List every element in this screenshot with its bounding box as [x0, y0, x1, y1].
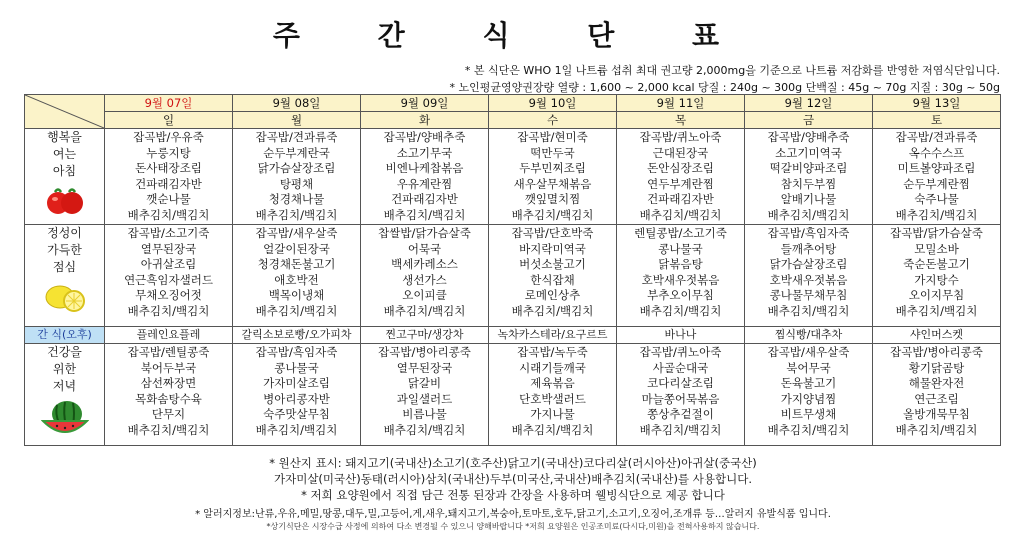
menu-item: 잡곡밥/녹두죽: [517, 345, 588, 359]
menu-item: 로메인상추: [524, 288, 581, 303]
snack-cell: 샤인머스켓: [873, 327, 1001, 344]
menu-item: 새우살무채볶음: [513, 176, 592, 191]
menu-item: 배추김치/백김치: [127, 303, 210, 318]
menu-item: 누룽지탕: [146, 145, 191, 160]
menu-item: 잡곡밥/렌틸콩죽: [127, 345, 210, 359]
menu-item: 비름나물: [402, 407, 447, 422]
menu-item: 배추김치/백김치: [895, 422, 978, 437]
menu-item: 죽순돈불고기: [903, 257, 970, 272]
menu-item: 가지탕수: [914, 272, 959, 287]
date-cell: 9월 11일: [617, 95, 745, 112]
menu-item: 잡곡밥/새우살죽: [767, 345, 850, 359]
snack-cell: 갈릭소보로빵/오가피차: [233, 327, 361, 344]
meal-cell: [361, 225, 489, 327]
menu-item: 배추김치/백김치: [383, 422, 466, 437]
corner-cell: [25, 95, 105, 129]
menu-item: 코다리살조림: [647, 376, 714, 391]
menu-item: 배추김치/백김치: [255, 303, 338, 318]
sodium-note: * 본 식단은 WHO 1일 나트륨 섭취 최대 권고량 2,000mg을 기준으로 나트륨 저감화를 반영한 저염식단입니다.: [464, 64, 1000, 77]
menu-item: 청경채돈불고기: [257, 257, 336, 272]
menu-item: 탕평채: [279, 176, 314, 191]
menu-item: 비트무생채: [780, 407, 837, 422]
menu-item: 배추김치/백김치: [255, 422, 338, 437]
menu-item: 잡곡밥/흑임자죽: [767, 226, 850, 240]
menu-item: 어묵국: [407, 241, 442, 256]
menu-item: 깻순나물: [146, 192, 191, 207]
breakfast-row: [25, 129, 1001, 225]
snack-cell: 찐고구마/생강차: [361, 327, 489, 344]
date-cell: 9월 07일: [105, 95, 233, 112]
label-line: 아침: [52, 164, 77, 178]
menu-item: 배추김치/백김치: [383, 303, 466, 318]
menu-item: 돈육불고기: [780, 376, 837, 391]
menu-item: 단호박샐러드: [519, 391, 586, 406]
menu-item: 순두부계란국: [263, 145, 330, 160]
menu-item: 닭가슴살장조림: [769, 257, 848, 272]
menu-item: 배추김치/백김치: [767, 207, 850, 222]
menu-item: 가지나물: [530, 407, 575, 422]
meal-cell: [617, 344, 745, 446]
menu-item: 배추김치/백김치: [639, 422, 722, 437]
menu-item: 무채오징어젓: [135, 288, 202, 303]
meal-cell: [105, 129, 233, 225]
snack-label: 간 식(오후): [25, 327, 105, 344]
breakfast-label: [25, 129, 105, 225]
menu-item: 부추오이무침: [647, 288, 714, 303]
meal-cell: [233, 129, 361, 225]
meal-cell: [105, 225, 233, 327]
menu-item: 마늘쫑어묵볶음: [641, 391, 720, 406]
snack-cell: 찜식빵/대추차: [745, 327, 873, 344]
meal-cell: [361, 129, 489, 225]
menu-item: 두부민찌조림: [519, 161, 586, 176]
label-line: 가득한: [47, 243, 82, 257]
watermelon-icon: [41, 399, 89, 435]
menu-item: 닭갈비: [407, 376, 442, 391]
menu-item: 잡곡밥/흑임자죽: [255, 345, 338, 359]
menu-item: 배추김치/백김치: [383, 207, 466, 222]
menu-item: 배추김치/백김치: [767, 303, 850, 318]
menu-item: 참치두부찜: [780, 176, 837, 191]
menu-item: 잡곡밥/양배추죽: [383, 130, 466, 144]
allergy-note: * 알러지정보:난류,우유,메밀,땅콩,대두,밀,고등어,게,새우,돼지고기,복숭아,토마토,호두,닭고기,소고기,오징어,조개류 등…알러지 유발식품 입니다.: [195, 509, 831, 520]
menu-item: 잡곡밥/견과류죽: [255, 130, 338, 144]
meal-cell: [361, 344, 489, 446]
meal-cell: [489, 129, 617, 225]
menu-item: 연근조림: [914, 391, 959, 406]
menu-item: 소고기미역국: [775, 145, 842, 160]
lunch-label: [25, 225, 105, 327]
menu-item: 사골순대국: [652, 360, 709, 375]
meal-cell: [745, 344, 873, 446]
label-line: 정성이: [47, 226, 82, 240]
menu-item: 오이피클: [402, 288, 447, 303]
menu-item: 호박새우젓볶음: [769, 272, 848, 287]
menu-item: 모밀소바: [914, 241, 959, 256]
date-cell: 9월 12일: [745, 95, 873, 112]
menu-item: 백목이냉채: [268, 288, 325, 303]
menu-item: 배추김치/백김치: [127, 422, 210, 437]
day-cell: 금: [745, 112, 873, 129]
meal-cell: [233, 225, 361, 327]
meal-cell: [873, 344, 1001, 446]
lunch-row: [25, 225, 1001, 327]
menu-item: 바지락미역국: [519, 241, 586, 256]
menu-item: 배추김치/백김치: [639, 303, 722, 318]
menu-item: 근대된장국: [652, 145, 709, 160]
day-cell: 월: [233, 112, 361, 129]
menu-item: 버섯소불고기: [519, 257, 586, 272]
menu-item: 콩나물무채무침: [769, 288, 848, 303]
origin-note-2: 가자미살(미국산)동태(러시아)삼치(국내산)두부(미국산,국내산)배추김치(국내산)를 사용합니다.: [274, 472, 752, 486]
menu-item: 북어무국: [786, 360, 831, 375]
menu-item: 잡곡밥/우유죽: [133, 130, 204, 144]
menu-item: 잡곡밥/병아리콩죽: [890, 345, 983, 359]
menu-item: 아귀살조림: [140, 257, 197, 272]
menu-item: 청경채나물: [268, 192, 325, 207]
meal-cell: [745, 225, 873, 327]
menu-item: 잡곡밥/양배추죽: [767, 130, 850, 144]
menu-item: 단무지: [151, 407, 186, 422]
menu-item: 배추김치/백김치: [639, 207, 722, 222]
menu-item: 배추김치/백김치: [255, 207, 338, 222]
menu-item: 깻잎멸치찜: [524, 192, 581, 207]
menu-item: 과일샐러드: [396, 391, 453, 406]
date-cell: 9월 13일: [873, 95, 1001, 112]
menu-item: 소고기무국: [396, 145, 453, 160]
menu-item: 배추김치/백김치: [895, 207, 978, 222]
menu-item: 잡곡밥/닭가슴살죽: [890, 226, 983, 240]
menu-item: 순두부계란찜: [903, 176, 970, 191]
soy-sauce-note: * 저희 요양원에서 직접 담근 전통 된장과 간장을 사용하며 웰빙식단으로 제공 합니다: [301, 488, 725, 502]
date-cell: 9월 09일: [361, 95, 489, 112]
menu-item: 생선가스: [402, 272, 447, 287]
date-row: [25, 95, 1001, 112]
meal-cell: [489, 225, 617, 327]
menu-item: 잡곡밥/병아리콩죽: [378, 345, 471, 359]
menu-item: 들깨추어탕: [780, 241, 837, 256]
day-row: [25, 112, 1001, 129]
menu-item: 호박새우젓볶음: [641, 272, 720, 287]
snack-cell: 녹차카스테라/요구르트: [489, 327, 617, 344]
disclaimer-note: *상기식단은 시장수급 사정에 의하여 다소 변경될 수 있으니 양해바랍니다 *저희 요양원은 인공조미료(다시다,미원)을 전혀사용하지 않습니다.: [266, 522, 760, 531]
menu-item: 닭볶음탕: [658, 257, 703, 272]
menu-item: 열무된장국: [396, 360, 453, 375]
menu-item: 가지양념찜: [780, 391, 837, 406]
menu-item: 찹쌀밥/닭가슴살죽: [378, 226, 471, 240]
menu-item: 북어두부국: [140, 360, 197, 375]
dinner-row: [25, 344, 1001, 446]
meal-cell: [489, 344, 617, 446]
menu-item: 잡곡밥/퀴노아죽: [639, 345, 722, 359]
snack-cell: 플레인요플레: [105, 327, 233, 344]
weekly-menu-table: [24, 94, 1001, 446]
menu-item: 배추김치/백김치: [511, 207, 594, 222]
menu-item: 잡곡밥/새우살죽: [255, 226, 338, 240]
menu-item: 백세카레소스: [391, 257, 458, 272]
meal-cell: [105, 344, 233, 446]
menu-item: 배추김치/백김치: [895, 303, 978, 318]
menu-item: 옥수수스프: [908, 145, 965, 160]
lemon-icon: [44, 280, 86, 314]
menu-item: 숙주맛살무침: [263, 407, 330, 422]
day-cell: 화: [361, 112, 489, 129]
label-line: 건강을: [47, 345, 82, 359]
menu-item: 콩나물국: [658, 241, 703, 256]
day-cell: 토: [873, 112, 1001, 129]
menu-item: 미트볼양파조림: [897, 161, 976, 176]
label-line: 점심: [52, 260, 77, 274]
menu-item: 열무된장국: [140, 241, 197, 256]
origin-note: * 원산지 표시: 돼지고기(국내산)소고기(호주산)닭고기(국내산)코다리살(러시아산)아귀살(중국산): [269, 456, 757, 470]
menu-item: 비엔나케찹볶음: [385, 161, 464, 176]
menu-item: 돈안심장조림: [647, 161, 714, 176]
menu-item: 목화솜탕수육: [135, 391, 202, 406]
menu-item: 알배기나물: [780, 192, 837, 207]
label-line: 위한: [52, 362, 77, 376]
menu-item: 가자미살조림: [263, 376, 330, 391]
menu-item: 잡곡밥/견과류죽: [895, 130, 978, 144]
menu-item: 돈사태장조림: [135, 161, 202, 176]
menu-item: 잡곡밥/현미죽: [517, 130, 588, 144]
tomato-icon: [45, 184, 85, 216]
menu-item: 닭가슴살장조림: [257, 161, 336, 176]
date-cell: 9월 08일: [233, 95, 361, 112]
diagonal-line-icon: [25, 95, 104, 128]
menu-item: 애호박전: [274, 272, 319, 287]
menu-item: 시래기들깨국: [519, 360, 586, 375]
meal-cell: [873, 225, 1001, 327]
menu-item: 숙주나물: [914, 192, 959, 207]
menu-item: 잡곡밥/퀴노아죽: [639, 130, 722, 144]
menu-item: 병아리콩자반: [263, 391, 330, 406]
menu-item: 건파래김자반: [647, 192, 714, 207]
menu-item: 렌틸콩밥/소고기죽: [634, 226, 727, 240]
menu-item: 한식잡채: [530, 272, 575, 287]
menu-item: 제육볶음: [530, 376, 575, 391]
menu-item: 배추김치/백김치: [511, 303, 594, 318]
menu-item: 건파래김자반: [391, 192, 458, 207]
label-line: 행복을: [47, 130, 82, 144]
meal-cell: [617, 129, 745, 225]
menu-item: 올방개묵무침: [903, 407, 970, 422]
day-cell: 수: [489, 112, 617, 129]
menu-item: 황기닭곰탕: [908, 360, 965, 375]
menu-item: 우유계란찜: [396, 176, 453, 191]
dinner-label: [25, 344, 105, 446]
menu-item: 연두부계란찜: [647, 176, 714, 191]
menu-item: 해물완자전: [908, 376, 965, 391]
snack-row: [25, 327, 1001, 344]
menu-item: 얼갈이된장국: [263, 241, 330, 256]
menu-item: 배추김치/백김치: [127, 207, 210, 222]
day-cell: 목: [617, 112, 745, 129]
page-title: 주 간 식 단 표: [272, 19, 754, 52]
menu-item: 콩나물국: [274, 360, 319, 375]
menu-item: 잡곡밥/단호박죽: [511, 226, 594, 240]
menu-item: 배추김치/백김치: [767, 422, 850, 437]
menu-item: 오이지무침: [908, 288, 965, 303]
day-cell: 일: [105, 112, 233, 129]
label-line: 여는: [52, 147, 77, 161]
meal-cell: [617, 225, 745, 327]
menu-item: 떡갈비양파조림: [769, 161, 848, 176]
menu-item: 삼선짜장면: [140, 376, 197, 391]
meal-cell: [233, 344, 361, 446]
menu-item: 쫑상추겉절이: [647, 407, 714, 422]
menu-item: 건파래김자반: [135, 176, 202, 191]
menu-item: 배추김치/백김치: [511, 422, 594, 437]
nutrition-note: * 노인평균영양권장량 열량 : 1,600 ~ 2,000 kcal 당질 : 240g ~ 300g 단백질 : 45g ~ 70g 지질 : 30g ~ 50g: [449, 81, 1000, 94]
menu-item: 떡만두국: [530, 145, 575, 160]
snack-cell: 바나나: [617, 327, 745, 344]
meal-cell: [873, 129, 1001, 225]
label-line: 저녁: [52, 379, 77, 393]
date-cell: 9월 10일: [489, 95, 617, 112]
menu-item: 연근흑임자샐러드: [124, 272, 213, 287]
menu-item: 잡곡밥/소고기죽: [127, 226, 210, 240]
meal-cell: [745, 129, 873, 225]
